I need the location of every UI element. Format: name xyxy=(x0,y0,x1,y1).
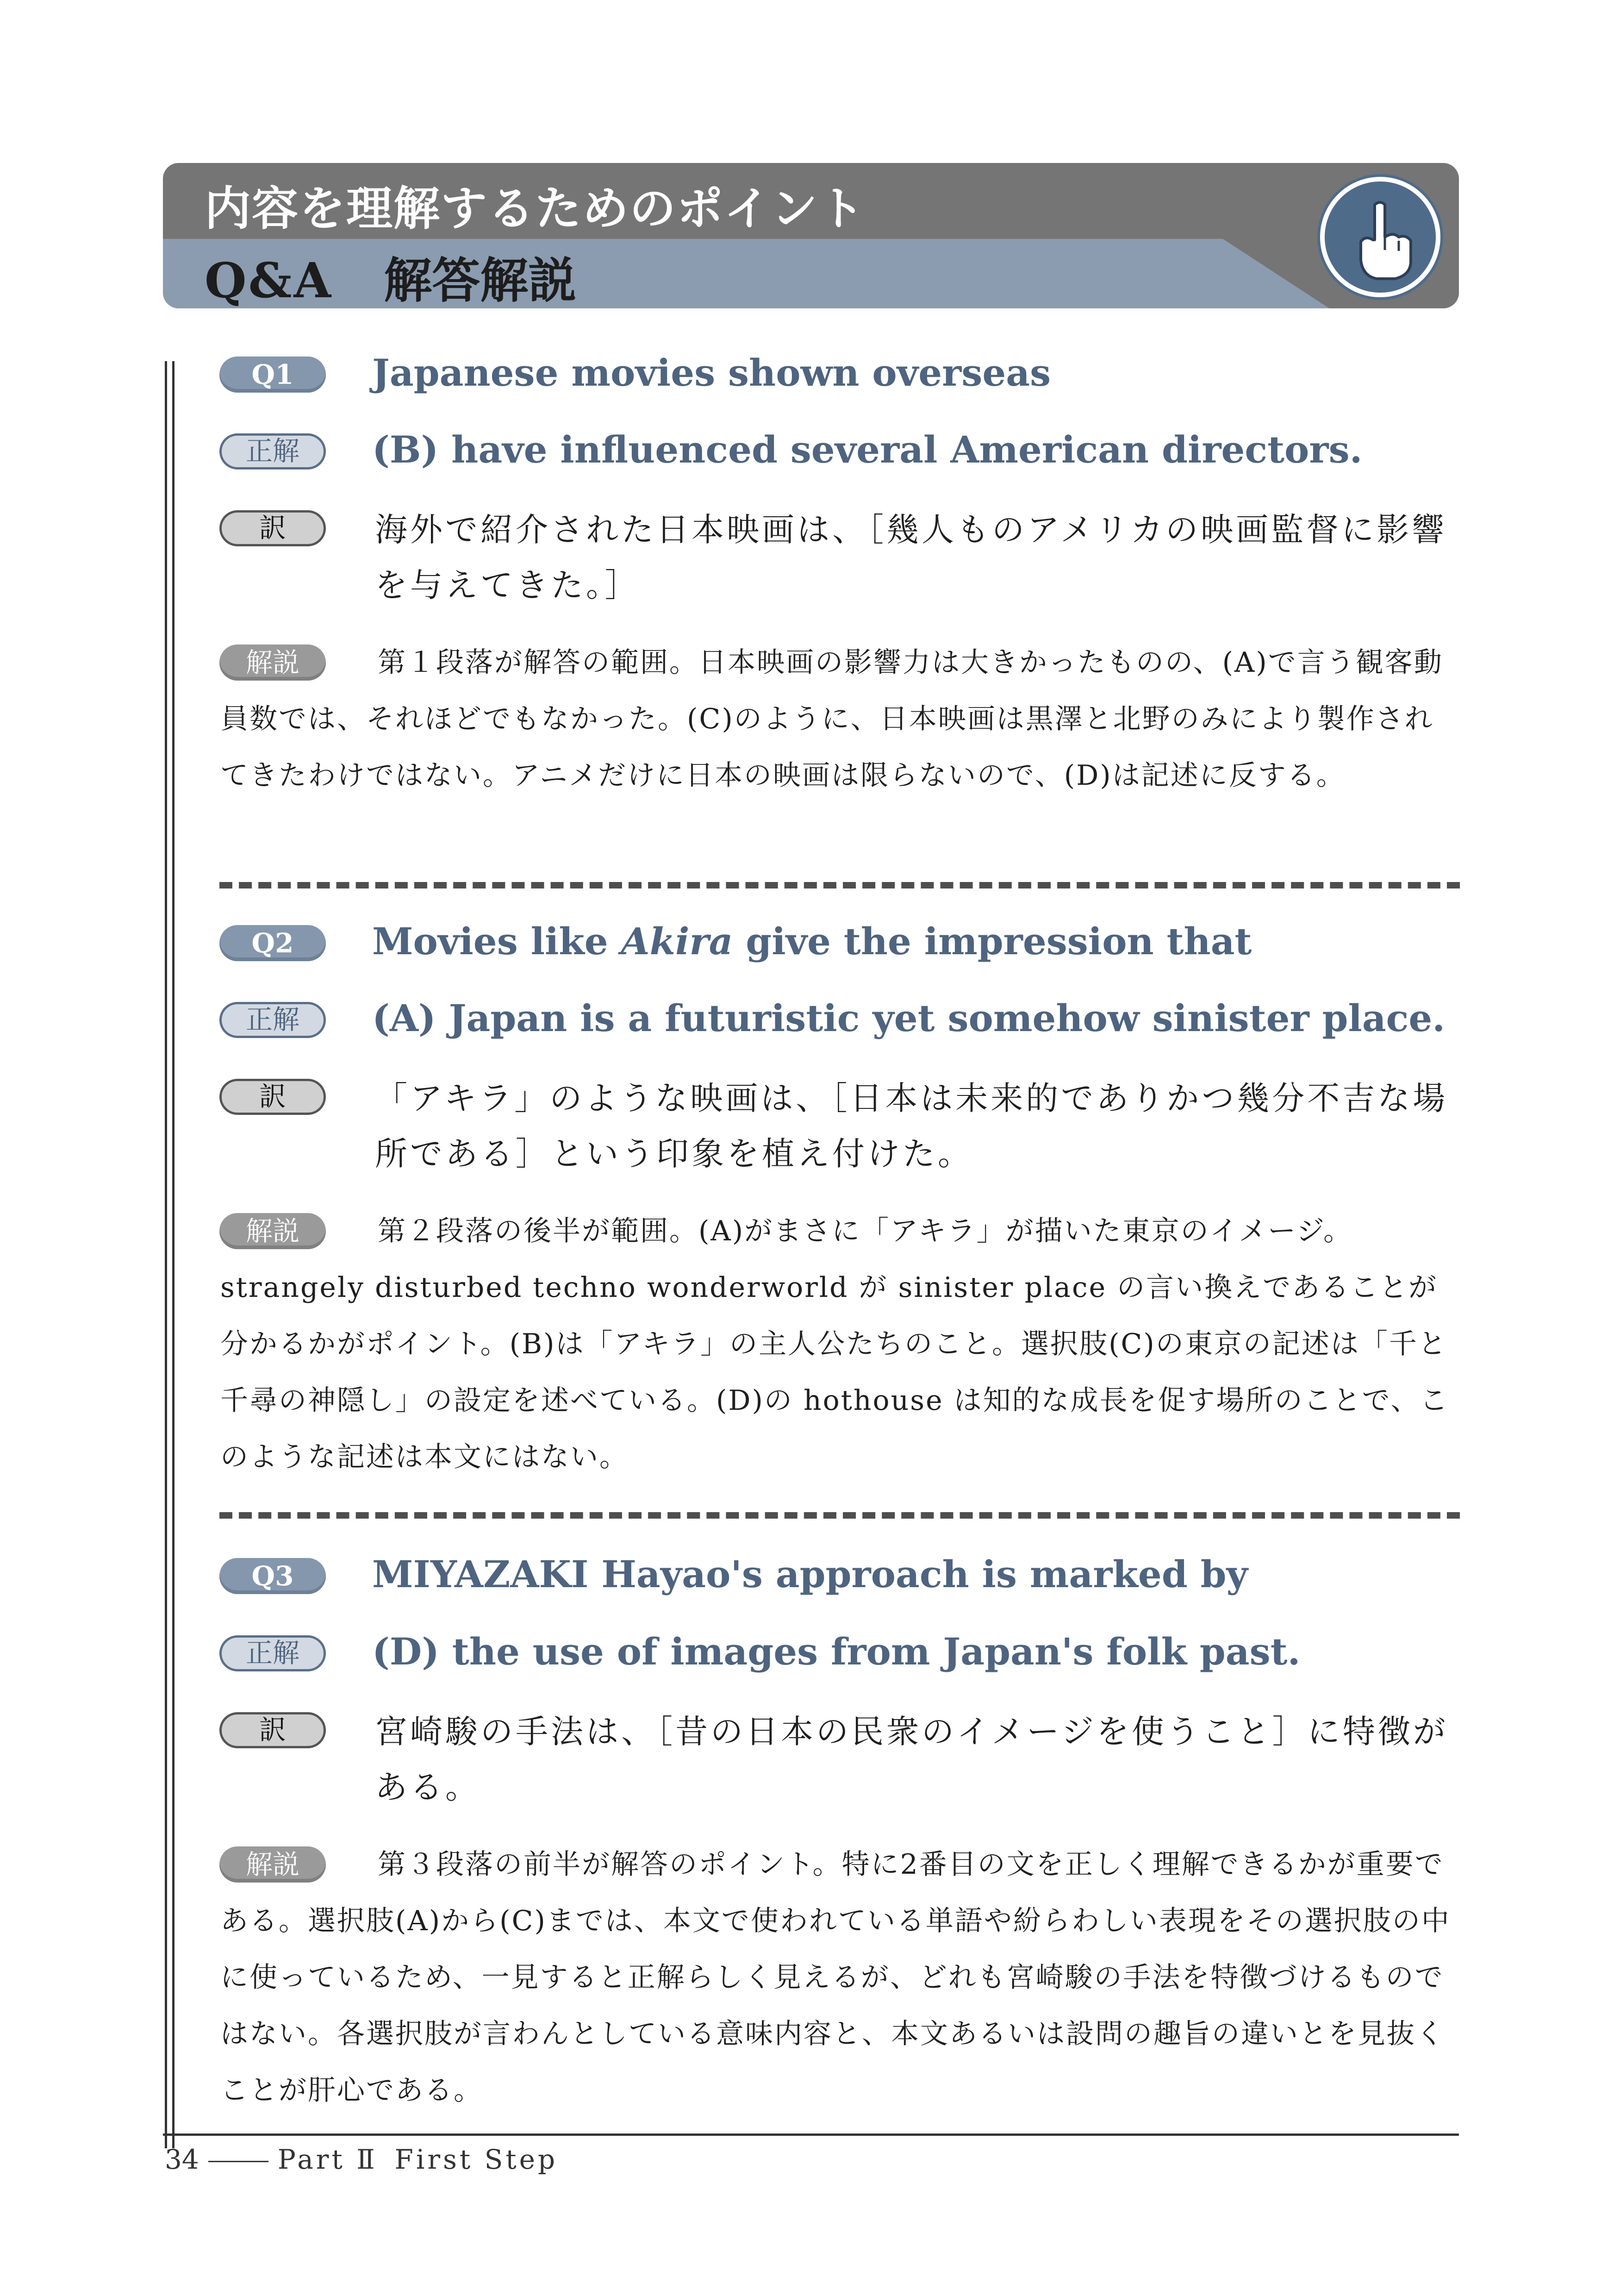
q2-yaku-badge: 訳 xyxy=(219,1079,326,1115)
page-title: 内容を理解するためのポイント xyxy=(205,181,866,236)
margin-rule-outer xyxy=(165,361,167,2148)
q2-badge: Q2 xyxy=(219,925,326,961)
page-number: 34 xyxy=(165,2144,199,2175)
q2-translation: 「アキラ」のような映画は、［日本は未来的でありかつ幾分不吉な場所である］という印象を植え付けた。 xyxy=(375,1079,1448,1173)
section-divider xyxy=(219,882,1460,888)
q1-kaisetsu-badge: 解説 xyxy=(219,644,326,681)
page-footer xyxy=(165,2144,558,2175)
q2-question-post: give the impression that xyxy=(733,920,1252,963)
q3-question: MIYAZAKI Hayao's approach is marked by xyxy=(372,1552,1248,1596)
footer-part: Part Ⅱ xyxy=(277,2144,378,2175)
subtitle-label: 解答解説 xyxy=(384,252,577,308)
q3-kaisetsu-badge: 解説 xyxy=(219,1846,326,1883)
footer-section: First Step xyxy=(394,2144,558,2175)
q2-explanation: 第２段落の後半が範囲。(A)がまさに「アキラ」が描いた東京のイメージ。strangely disturbed techno wonderworld が sinister place の言い換えであることが分かるかがポイント。(B)は「アキラ」の主人公たちのこと。選択肢(C)の東京の記述は「千と千尋の神隠し」の設定を述べている。(D)の hothouse は知的な成長を促す場所のことで、このような記述は本文にはない。 xyxy=(220,1215,1449,1473)
margin-rule-inner xyxy=(172,361,174,2148)
pointing-hand-icon xyxy=(1320,177,1440,297)
q1-seikai-badge: 正解 xyxy=(219,433,326,469)
q3-badge: Q3 xyxy=(219,1558,326,1594)
q3-translation: 宮崎駿の手法は、［昔の日本の民衆のイメージを使うこと］に特徴がある。 xyxy=(375,1713,1448,1806)
header-banner xyxy=(163,163,1459,308)
page-subtitle xyxy=(205,242,576,308)
subtitle-qa: Q&A xyxy=(205,252,333,308)
q1-explanation: 第１段落が解答の範囲。日本映画の影響力は大きかったものの、(A)で言う観客動員数では、それほどでもなかった。(C)のように、日本映画は黒澤と北野のみにより製作されてきたわけではない。アニメだけに日本の映画は限らないので、(D)は記述に反する。 xyxy=(220,646,1443,792)
q2-question-pre: Movies like xyxy=(372,920,621,963)
q1-translation: 海外で紹介された日本映画は、［幾人ものアメリカの映画監督に影響を与えてきた。］ xyxy=(375,511,1447,604)
q1-yaku-badge: 訳 xyxy=(219,510,326,546)
q3-explanation: 第３段落の前半が解答のポイント。特に2番目の文を正しく理解できるかが重要である。選択肢(A)から(C)までは、本文で使われている単語や紛らわしい表現をその選択肢の中に使っているため、一見すると正解らしく見えるが、どれも宮崎駿の手法を特徴づけるものではない。各選択肢が言わんとしている意味内容と、本文あるいは設問の趣旨の違いとを見抜くことが肝心である。 xyxy=(220,1848,1451,2107)
q2-answer: (A) Japan is a futuristic yet somehow sinister place. xyxy=(372,996,1446,1040)
q3-yaku-badge: 訳 xyxy=(219,1712,326,1748)
q3-answer: (D) the use of images from Japan's folk past. xyxy=(372,1630,1301,1673)
q1-badge: Q1 xyxy=(219,357,326,393)
q2-kaisetsu-badge: 解説 xyxy=(219,1213,326,1249)
q1-answer: (B) have influenced several American directors. xyxy=(372,428,1363,471)
section-divider xyxy=(219,1512,1460,1519)
q1-question: Japanese movies shown overseas xyxy=(372,351,1051,394)
banner-band-cut xyxy=(1223,239,1329,308)
q2-question xyxy=(372,920,1252,963)
q3-seikai-badge: 正解 xyxy=(219,1635,326,1671)
footer-dash xyxy=(208,2161,268,2162)
footer-rule xyxy=(163,2133,1459,2136)
q2-question-title: Akira xyxy=(621,920,733,963)
q2-seikai-badge: 正解 xyxy=(219,1002,326,1038)
